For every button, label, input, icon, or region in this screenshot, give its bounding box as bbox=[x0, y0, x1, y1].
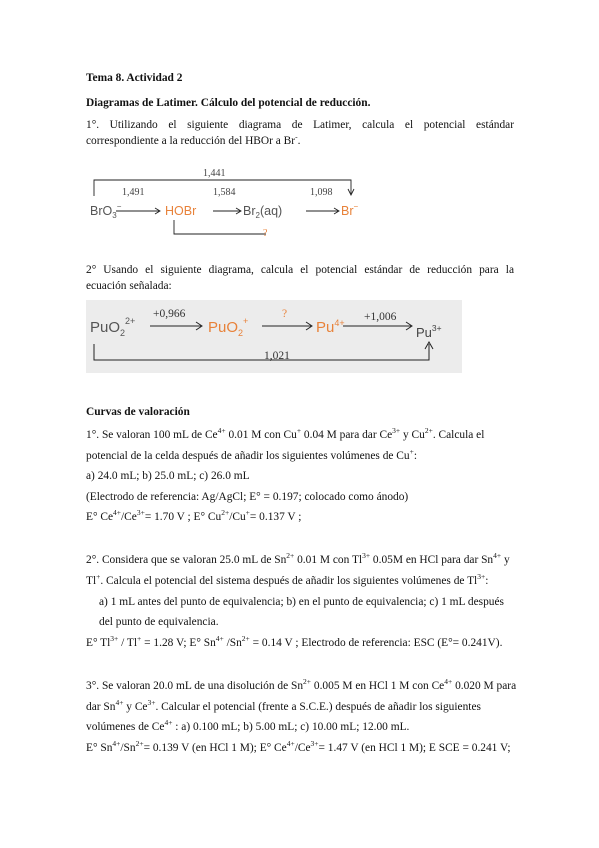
diagram-background bbox=[86, 300, 462, 373]
unknown-potential: ? bbox=[263, 228, 268, 239]
question-2-line-1: 2° Usando el siguiente diagrama, calcula el potencial estándar de reducción para la bbox=[86, 264, 514, 276]
section-heading-latimer: Diagramas de Latimer. Cálculo del potencial de reducción. bbox=[86, 97, 371, 109]
valoracion-1-line-3: a) 24.0 mL; b) 25.0 mL; c) 26.0 mL bbox=[86, 470, 250, 482]
top-potential: 1,441 bbox=[203, 168, 226, 179]
valoracion-2-line-2: Tl+. Calcula el potencial del sistema después de añadir los siguientes volúmenes de $Tl^{3+}$: bbox=[86, 572, 489, 587]
unknown-potential: ? bbox=[282, 308, 288, 320]
valoracion-2-line-1: 2°. Considera que se valoran 25.0 mL de $Sn^{2+}$ 0.01 M con $Tl^{3+}$ 0.05M en HCl para dar $Sn^{4+}$ y bbox=[86, 551, 510, 566]
valoracion-1-line-2: potencial de la celda después de añadir los siguientes volúmenes de Cu+: bbox=[86, 447, 417, 462]
potential-1: 1,491 bbox=[122, 187, 145, 198]
question-1-line-2: correspondiente a la reducción del HBOr a Br-. bbox=[86, 132, 301, 147]
bottom-potential: 1,021 bbox=[264, 350, 290, 362]
valoracion-1-line-5: E° $Ce^{4+}/Ce^{3+}= 1.70$ V ; E° $Cu^{2+}/Cu^+= 0.137$ V ; bbox=[86, 508, 302, 523]
species-bro3: BrO$_3$− bbox=[90, 202, 122, 220]
potential-2: 1,584 bbox=[213, 187, 236, 198]
valoracion-3-line-1: 3°. Se valoran 20.0 mL de una disolución de $Sn^{2+}$ 0.005 M en HCl 1 M con $Ce^{4+}$ 0.020 M para bbox=[86, 677, 517, 692]
doc-title: Tema 8. Actividad 2 bbox=[86, 72, 183, 84]
bottom-bracket-line bbox=[174, 220, 266, 234]
species-br-minus: Br− bbox=[341, 202, 359, 218]
potential-3: +1,006 bbox=[364, 311, 397, 323]
species-br2: $Br_2(aq)$ bbox=[243, 204, 283, 220]
valoracion-1-line-1: 1°. Se valoran 100 mL de $Ce^{4+}$ 0.01 M con Cu+ 0.04 M para dar $Ce^{3+}$ y $Cu^{2+}$. Calcula el bbox=[86, 426, 485, 441]
valoracion-2-line-4: del punto de equivalencia. bbox=[99, 616, 219, 628]
species-puo2-plus: PuO$_2$+ bbox=[208, 316, 249, 338]
latimer-diagram-plutonium bbox=[86, 300, 462, 373]
species-pu-3plus: $Pu^{3+}$ bbox=[416, 323, 442, 340]
question-1-line-1: 1°. Utilizando el siguiente diagrama de Latimer, calcula el potencial estándar bbox=[86, 119, 514, 131]
species-puo2-2plus: PuO$_2^{2+}$ bbox=[90, 316, 136, 338]
valoracion-2-line-3: a) 1 mL antes del punto de equivalencia; b) en el punto de equivalencia; c) 1 mL después bbox=[99, 596, 504, 608]
potential-3: 1,098 bbox=[310, 187, 333, 198]
section-heading-valoracion: Curvas de valoración bbox=[86, 406, 190, 418]
valoracion-3-line-3: volúmenes de $Ce^{4+}$ : a) 0.100 mL; b) 5.00 mL; c) 10.00 mL; 12.00 mL. bbox=[86, 718, 410, 733]
question-2-line-2: ecuación señalada: bbox=[86, 280, 172, 292]
latimer-diagram-bromine bbox=[86, 168, 359, 239]
valoracion-2-line-5: E° $Tl^{3+} / Tl^+ = 1.28$ V; E° $Sn^{4+}$ $/Sn^{2+} = 0.14$ V ; Electrodo de referencia: ESC (E°= 0.241V). bbox=[86, 634, 503, 649]
species-hobr: HOBr bbox=[165, 204, 197, 218]
valoracion-1-line-4: (Electrodo de referencia: Ag/AgCl; E° = 0.197; colocado como ánodo) bbox=[86, 491, 409, 503]
valoracion-3-line-4: E° $Sn^{4+}/Sn^{2+}= 0.139$ V (en HCl 1 M); E° $Ce^{4+}/Ce^{3+}= 1.47$ V (en HCl 1 M); E SCE = 0.241 V; bbox=[86, 739, 511, 754]
species-pu-4plus: $Pu^{4+}$ bbox=[316, 318, 345, 336]
valoracion-3-line-2: dar $Sn^{4+}$ y $Ce^{3+}$. Calcular el potencial (frente a S.C.E.) después de añadir los siguientes bbox=[86, 698, 481, 713]
potential-1: +0,966 bbox=[153, 308, 186, 320]
